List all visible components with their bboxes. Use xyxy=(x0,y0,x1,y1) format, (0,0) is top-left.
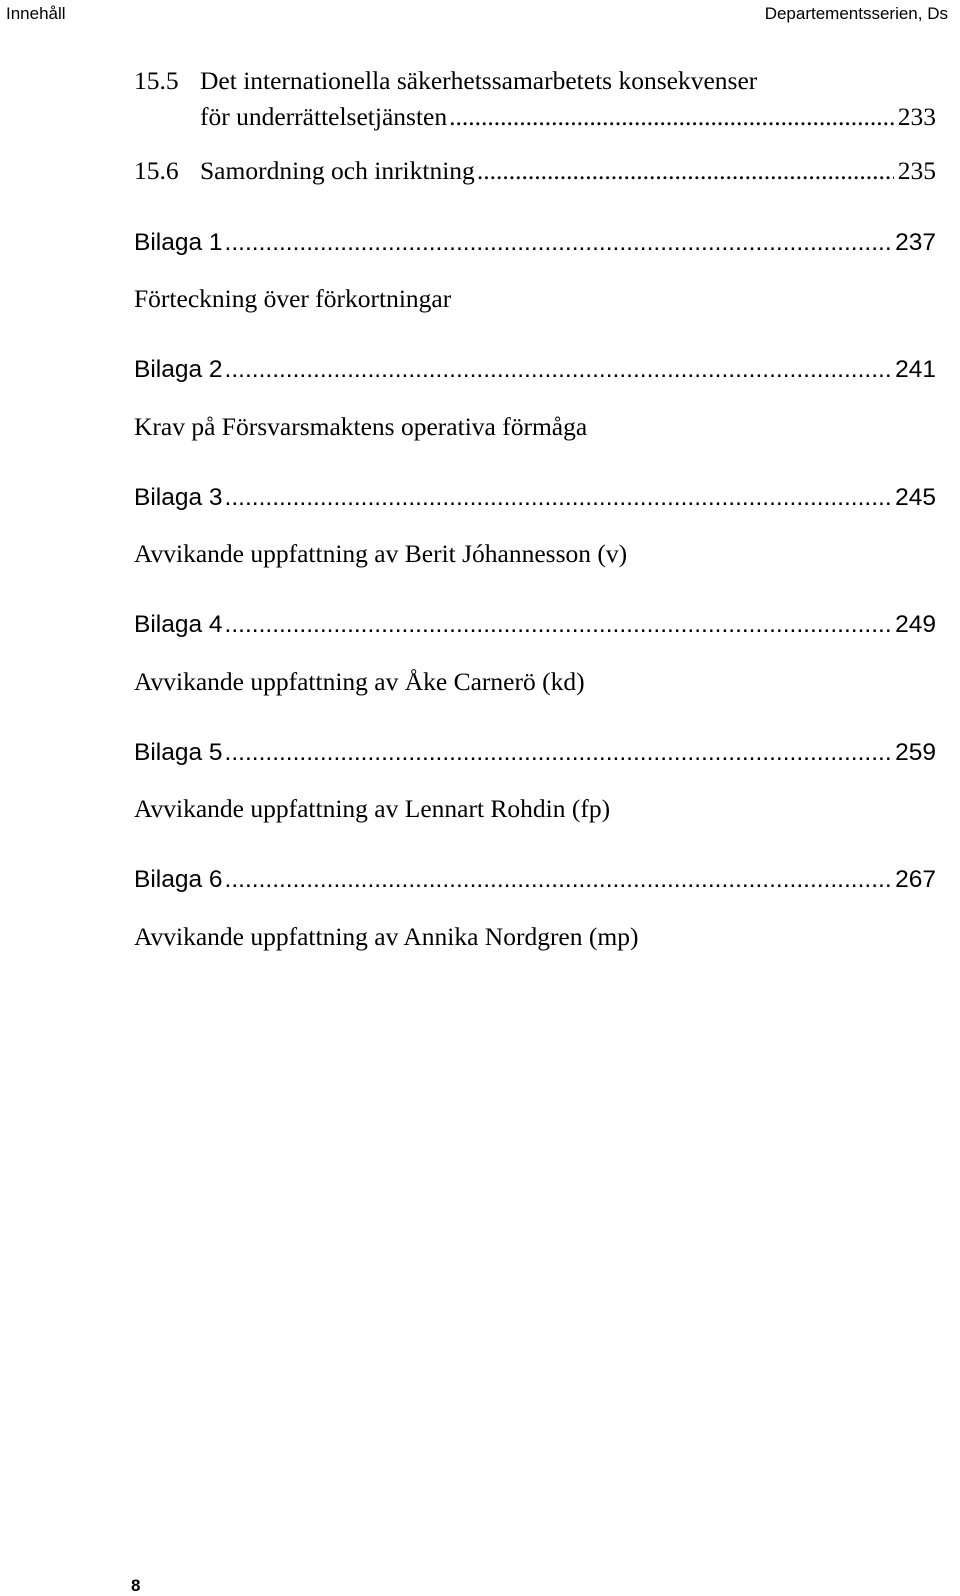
appendix-title: Avvikande uppfattning av Åke Carnerö (kd) xyxy=(134,667,585,696)
section-number: 15.5 xyxy=(134,66,179,95)
dot-leader xyxy=(449,102,894,132)
page-number: 233 xyxy=(897,102,936,131)
page-number: 235 xyxy=(897,156,936,185)
appendix-label: Bilaga 4 xyxy=(134,611,223,638)
running-head xyxy=(0,4,960,28)
appendix-title: Förteckning över förkortningar xyxy=(134,284,452,313)
section-title-continued: för underrättelsetjänsten xyxy=(200,102,448,131)
dot-leader xyxy=(225,611,892,639)
dot-leader xyxy=(477,156,894,186)
section-number: 15.6 xyxy=(134,156,179,185)
appendix-label: Bilaga 5 xyxy=(134,739,223,766)
toc-entry-bilaga-5[interactable] xyxy=(134,739,936,773)
appendix-title: Avvikande uppfattning av Berit Jóhannesson (v) xyxy=(134,539,628,568)
page-number: 241 xyxy=(895,356,936,383)
page-number: 249 xyxy=(895,611,936,638)
page-number: 267 xyxy=(895,866,936,893)
section-title: Samordning och inriktning xyxy=(200,156,475,185)
appendix-label: Bilaga 3 xyxy=(134,484,223,511)
appendix-title: Avvikande uppfattning av Annika Nordgren (mp) xyxy=(134,922,639,951)
running-head-section: Innehåll xyxy=(6,4,66,23)
appendix-title: Avvikande uppfattning av Lennart Rohdin (fp) xyxy=(134,794,611,823)
toc-entry-bilaga-3[interactable] xyxy=(134,484,936,518)
toc-entry-15-5-line1[interactable] xyxy=(134,66,936,100)
section-title: Det internationella säkerhetssamarbetets konsekvenser xyxy=(200,66,758,95)
appendix-label: Bilaga 1 xyxy=(134,229,223,256)
toc-entry-15-6[interactable] xyxy=(134,156,936,190)
page-number: 259 xyxy=(895,739,936,766)
dot-leader xyxy=(225,866,892,894)
toc-entry-bilaga-4[interactable] xyxy=(134,611,936,645)
toc-entry-bilaga-1[interactable] xyxy=(134,229,936,263)
toc-entry-bilaga-2[interactable] xyxy=(134,356,936,390)
running-head-series: Departementsserien, Ds xyxy=(764,4,948,23)
dot-leader xyxy=(225,356,892,384)
toc-entry-15-5-line2[interactable] xyxy=(134,102,936,136)
appendix-label: Bilaga 6 xyxy=(134,866,223,893)
page-folio: 8 xyxy=(131,1576,141,1595)
dot-leader xyxy=(225,739,892,767)
page-number: 237 xyxy=(895,229,936,256)
appendix-title: Krav på Försvarsmaktens operativa förmåga xyxy=(134,412,588,441)
toc-entry-bilaga-6[interactable] xyxy=(134,866,936,900)
appendix-label: Bilaga 2 xyxy=(134,356,223,383)
page-number: 245 xyxy=(895,484,936,511)
dot-leader xyxy=(225,484,892,512)
dot-leader xyxy=(225,229,892,257)
